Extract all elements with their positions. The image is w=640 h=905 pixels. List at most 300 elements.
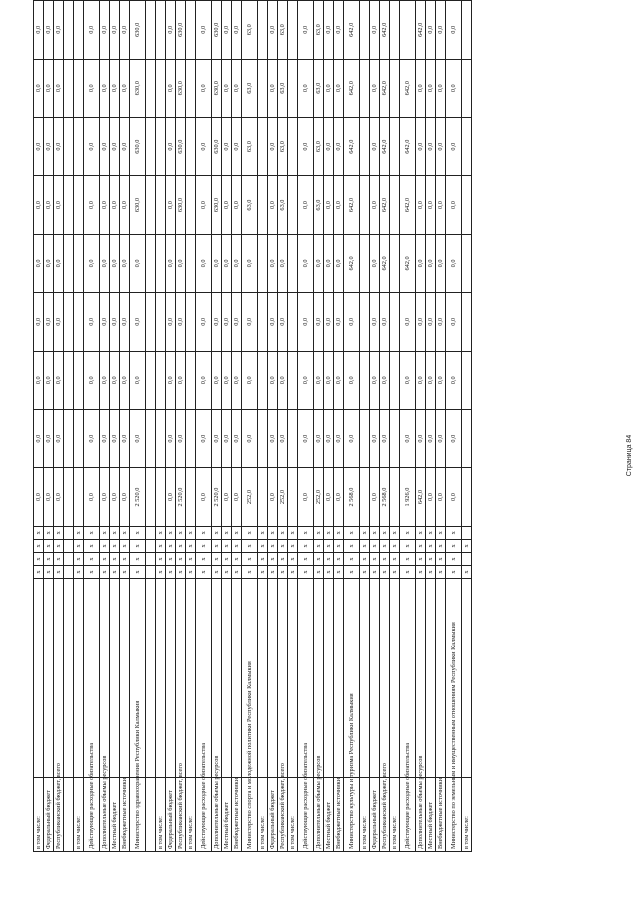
value-cell: 642,0 [380,117,390,175]
value-cell: 0,0 [166,117,176,175]
value-cell: 0,0 [416,117,426,175]
value-cell [360,1,370,60]
value-cell: 0,0 [120,293,130,351]
value-cell: 0,0 [196,176,212,234]
value-cell: 0,0 [100,176,110,234]
empty-cell [232,579,242,778]
table-row [360,1,370,852]
value-cell: 0,0 [166,468,176,526]
row-label-cell: в том числе: [288,778,298,852]
row-label-cell: Местный бюджет [426,778,436,852]
value-cell: 0,0 [196,293,212,351]
value-cell: 642,0 [400,59,416,117]
marker-cell: x [232,566,242,579]
value-cell [390,176,400,234]
table-row [130,1,146,852]
row-label-cell: Местный бюджет [222,778,232,852]
value-cell: 642,0 [380,1,390,60]
table-row [166,1,176,852]
value-cell: 0,0 [446,468,462,526]
row-label-cell: Местный бюджет [110,778,120,852]
value-cell: 0,0 [212,234,222,292]
row-label-cell: Дополнительные объемы ресурсов [314,778,324,852]
row-label-cell: Федеральный бюджет [370,778,380,852]
value-cell [288,409,298,467]
value-cell: 0,0 [436,1,446,60]
value-cell [462,234,472,292]
value-cell: 0,0 [278,234,288,292]
value-cell [288,234,298,292]
table-row [74,1,84,852]
value-cell [64,176,74,234]
value-cell: 0,0 [324,117,334,175]
marker-cell: x [298,552,314,565]
value-cell [186,1,196,60]
value-cell: 0,0 [446,351,462,409]
value-cell: 0,0 [44,1,54,60]
value-cell [462,468,472,526]
marker-cell: x [360,526,370,539]
value-cell: 0,0 [232,59,242,117]
value-cell: 0,0 [242,409,258,467]
row-label-cell: в том числе: [462,778,472,852]
value-cell: 0,0 [446,234,462,292]
value-cell [390,468,400,526]
marker-cell: x [156,552,166,565]
value-cell: 0,0 [232,117,242,175]
value-cell: 0,0 [426,351,436,409]
value-cell [64,234,74,292]
value-cell: 2 520,0 [212,468,222,526]
value-cell: 642,0 [400,176,416,234]
value-cell [74,351,84,409]
marker-cell: x [166,539,176,552]
table-row [120,1,130,852]
empty-cell [44,579,54,778]
value-cell: 0,0 [380,409,390,467]
value-cell: 0,0 [84,59,100,117]
value-cell [462,176,472,234]
marker-cell [146,526,156,539]
marker-cell: x [130,526,146,539]
row-label-cell: Министерство культуры и туризма Республики Калмыкия [344,778,360,852]
value-cell [156,409,166,467]
value-cell: 0,0 [34,351,44,409]
marker-cell: x [344,539,360,552]
value-cell [186,59,196,117]
marker-cell: x [166,552,176,565]
value-cell: 642,0 [344,117,360,175]
table-row [324,1,334,852]
value-cell: 0,0 [166,234,176,292]
value-cell: 0,0 [84,409,100,467]
value-cell: 0,0 [130,351,146,409]
value-cell: 630,0 [212,1,222,60]
value-cell: 0,0 [242,234,258,292]
value-cell [462,351,472,409]
marker-cell: x [34,552,44,565]
value-cell: 0,0 [166,1,176,60]
value-cell: 0,0 [130,409,146,467]
value-cell: 63,0 [242,176,258,234]
value-cell: 0,0 [166,293,176,351]
value-cell [74,409,84,467]
empty-cell [360,579,370,778]
marker-cell: x [258,552,268,565]
table-row [34,1,44,852]
value-cell: 0,0 [84,176,100,234]
value-cell [258,176,268,234]
marker-cell: x [370,539,380,552]
value-cell: 0,0 [268,351,278,409]
marker-cell: x [314,552,324,565]
row-label-cell: Федеральный бюджет [268,778,278,852]
value-cell: 0,0 [268,468,278,526]
value-cell: 0,0 [268,293,278,351]
value-cell: 0,0 [120,176,130,234]
value-cell: 0,0 [176,293,186,351]
value-cell: 0,0 [446,409,462,467]
table-row [268,1,278,852]
value-cell: 630,0 [212,117,222,175]
marker-cell: x [156,566,166,579]
value-cell: 2 568,0 [380,468,390,526]
value-cell: 0,0 [436,409,446,467]
value-cell [258,59,268,117]
value-cell: 0,0 [110,1,120,60]
value-cell: 0,0 [222,117,232,175]
value-cell: 0,0 [344,351,360,409]
value-cell: 0,0 [436,176,446,234]
value-cell: 0,0 [268,234,278,292]
marker-cell: x [212,539,222,552]
value-cell: 0,0 [196,351,212,409]
marker-cell: x [268,539,278,552]
row-label-cell: Внебюджетные источники [232,778,242,852]
value-cell: 0,0 [120,409,130,467]
value-cell [390,1,400,60]
value-cell: 630,0 [176,59,186,117]
value-cell: 642,0 [344,234,360,292]
value-cell: 0,0 [34,293,44,351]
marker-cell: x [34,539,44,552]
value-cell [258,351,268,409]
value-cell [156,1,166,60]
value-cell [74,468,84,526]
marker-cell: x [400,552,416,565]
table-row [298,1,314,852]
marker-cell: x [462,566,472,579]
value-cell [258,468,268,526]
value-cell: 630,0 [176,117,186,175]
marker-cell [462,526,472,539]
marker-cell: x [324,526,334,539]
value-cell: 0,0 [54,468,64,526]
value-cell [74,117,84,175]
value-cell: 252,0 [242,468,258,526]
value-cell: 0,0 [416,234,426,292]
value-cell: 0,0 [196,234,212,292]
marker-cell: x [212,526,222,539]
value-cell: 0,0 [278,409,288,467]
value-cell: 0,0 [370,1,380,60]
value-cell: 0,0 [120,1,130,60]
value-cell [156,351,166,409]
row-label-cell: Внебюджетные источники [120,778,130,852]
value-cell: 0,0 [268,59,278,117]
table-row [84,1,100,852]
value-cell: 63,0 [314,176,324,234]
value-cell [360,117,370,175]
value-cell: 0,0 [298,59,314,117]
value-cell: 0,0 [370,351,380,409]
value-cell: 0,0 [84,234,100,292]
value-cell: 0,0 [44,468,54,526]
value-cell: 0,0 [110,176,120,234]
marker-cell: x [196,539,212,552]
marker-cell: x [156,539,166,552]
value-cell [360,468,370,526]
value-cell: 0,0 [334,351,344,409]
value-cell: 0,0 [324,468,334,526]
value-cell: 630,0 [130,1,146,60]
value-cell [258,234,268,292]
value-cell: 63,0 [314,117,324,175]
marker-cell: x [212,552,222,565]
value-cell: 0,0 [176,409,186,467]
table-row [344,1,360,852]
marker-cell: x [416,539,426,552]
value-cell: 0,0 [54,351,64,409]
value-cell: 0,0 [176,351,186,409]
table-row [186,1,196,852]
marker-cell [462,552,472,565]
marker-cell: x [166,566,176,579]
marker-cell: x [100,552,110,565]
value-cell: 0,0 [298,117,314,175]
marker-cell: x [288,566,298,579]
value-cell: 0,0 [334,409,344,467]
value-cell: 642,0 [380,234,390,292]
value-cell: 0,0 [44,59,54,117]
empty-cell [34,579,44,778]
value-cell: 0,0 [222,351,232,409]
value-cell: 0,0 [120,234,130,292]
value-cell: 642,0 [380,59,390,117]
value-cell: 0,0 [380,293,390,351]
value-cell: 0,0 [232,468,242,526]
value-cell: 63,0 [278,1,288,60]
value-cell: 0,0 [34,234,44,292]
marker-cell: x [288,552,298,565]
marker-cell: x [380,566,390,579]
row-label-cell: в том числе: [156,778,166,852]
value-cell [186,351,196,409]
marker-cell: x [212,566,222,579]
table-row [446,1,462,852]
marker-cell: x [436,539,446,552]
value-cell [360,59,370,117]
value-cell: 0,0 [298,409,314,467]
marker-cell [146,539,156,552]
value-cell: 0,0 [370,293,380,351]
value-cell: 63,0 [314,1,324,60]
marker-cell: x [130,552,146,565]
marker-cell: x [314,566,324,579]
value-cell: 0,0 [84,117,100,175]
value-cell: 63,0 [314,59,324,117]
marker-cell: x [196,552,212,565]
table-row [288,1,298,852]
value-cell: 0,0 [436,351,446,409]
marker-cell: x [258,566,268,579]
table-row [314,1,324,852]
marker-cell: x [446,566,462,579]
marker-cell: x [258,526,268,539]
value-cell [74,176,84,234]
value-cell [360,176,370,234]
marker-cell: x [74,526,84,539]
value-cell: 0,0 [446,176,462,234]
empty-cell [166,579,176,778]
value-cell: 642,0 [400,117,416,175]
value-cell: 0,0 [324,1,334,60]
marker-cell: x [446,539,462,552]
marker-cell: x [176,566,186,579]
marker-cell: x [130,539,146,552]
value-cell: 0,0 [334,234,344,292]
value-cell [462,409,472,467]
marker-cell: x [446,552,462,565]
value-cell: 0,0 [314,409,324,467]
empty-cell [334,579,344,778]
value-cell: 0,0 [34,409,44,467]
value-cell [360,293,370,351]
value-cell: 0,0 [334,117,344,175]
value-cell [74,293,84,351]
marker-cell: x [44,539,54,552]
value-cell: 0,0 [334,59,344,117]
value-cell: 0,0 [278,293,288,351]
empty-cell [74,579,84,778]
marker-cell: x [84,552,100,565]
value-cell: 0,0 [242,351,258,409]
value-cell [288,468,298,526]
row-label-cell: Дополнительные объемы ресурсов [100,778,110,852]
value-cell: 0,0 [100,409,110,467]
value-cell: 0,0 [242,293,258,351]
value-cell [186,176,196,234]
table-row [54,1,64,852]
value-cell: 0,0 [400,351,416,409]
value-cell: 0,0 [176,234,186,292]
value-cell: 0,0 [100,1,110,60]
value-cell [64,117,74,175]
marker-cell: x [74,552,84,565]
empty-cell [222,579,232,778]
value-cell: 63,0 [242,117,258,175]
value-cell [156,59,166,117]
row-label-cell: в том числе: [258,778,268,852]
value-cell: 0,0 [54,117,64,175]
marker-cell: x [416,566,426,579]
value-cell: 630,0 [212,59,222,117]
value-cell [186,293,196,351]
value-cell: 0,0 [232,409,242,467]
value-cell: 0,0 [212,409,222,467]
row-label-cell: в том числе: [34,778,44,852]
marker-cell: x [130,566,146,579]
value-cell: 0,0 [426,1,436,60]
value-cell: 0,0 [212,293,222,351]
table-row [370,1,380,852]
value-cell: 0,0 [232,351,242,409]
marker-cell: x [176,526,186,539]
value-cell: 642,0 [344,1,360,60]
empty-cell [212,579,222,778]
value-cell [64,468,74,526]
value-cell [146,176,156,234]
value-cell [390,293,400,351]
value-cell: 0,0 [232,234,242,292]
marker-cell: x [100,566,110,579]
row-label-cell: в том числе: [74,778,84,852]
value-cell: 0,0 [446,117,462,175]
value-cell: 0,0 [298,351,314,409]
value-cell [156,234,166,292]
empty-cell [390,579,400,778]
marker-cell: x [426,566,436,579]
row-label-cell: Дополнительные объемы ресурсов [416,778,426,852]
value-cell: 2 520,0 [130,468,146,526]
empty-cell [110,579,120,778]
marker-cell: x [232,539,242,552]
value-cell: 0,0 [100,293,110,351]
value-cell [288,351,298,409]
marker-cell: x [74,539,84,552]
value-cell: 630,0 [130,59,146,117]
value-cell: 0,0 [324,293,334,351]
value-cell: 0,0 [222,59,232,117]
value-cell: 252,0 [314,468,324,526]
row-label-cell: Республиканский бюджет, всего [54,778,64,852]
value-cell: 0,0 [54,234,64,292]
value-cell: 630,0 [176,1,186,60]
marker-cell: x [380,552,390,565]
value-cell [462,1,472,60]
value-cell [64,409,74,467]
value-cell: 0,0 [426,234,436,292]
value-cell: 0,0 [370,234,380,292]
value-cell: 0,0 [166,351,176,409]
value-cell: 0,0 [416,293,426,351]
value-cell: 0,0 [130,234,146,292]
value-cell: 0,0 [278,351,288,409]
value-cell: 0,0 [34,117,44,175]
value-cell: 0,0 [344,409,360,467]
value-cell: 0,0 [416,409,426,467]
marker-cell: x [416,526,426,539]
marker-cell: x [370,552,380,565]
value-cell: 0,0 [232,1,242,60]
marker-cell: x [120,566,130,579]
value-cell: 0,0 [436,117,446,175]
value-cell: 0,0 [110,351,120,409]
value-cell: 63,0 [242,1,258,60]
value-cell [64,293,74,351]
marker-cell: x [222,539,232,552]
empty-cell [176,579,186,778]
